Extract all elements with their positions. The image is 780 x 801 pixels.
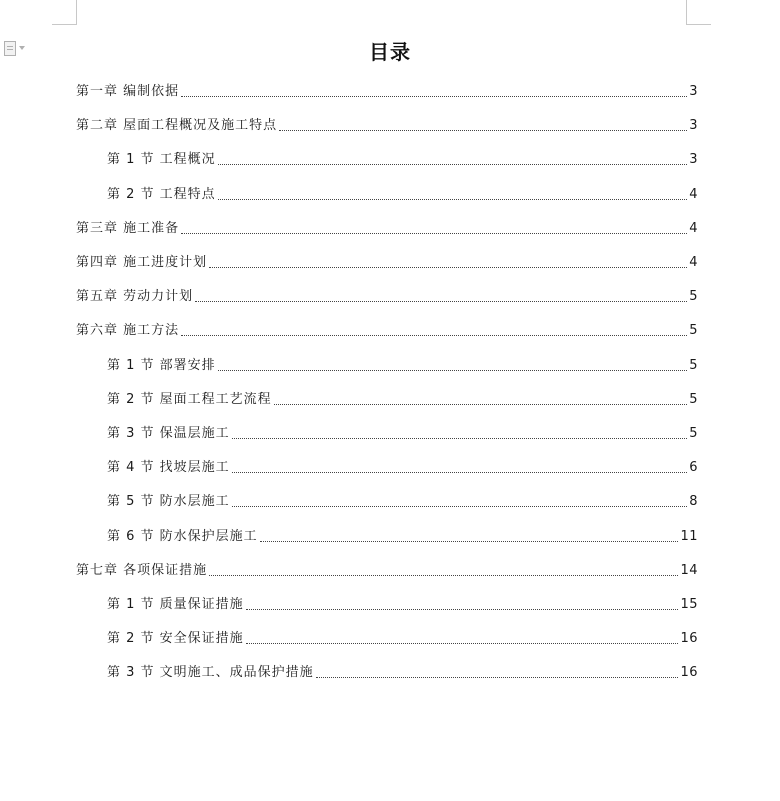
toc-entry-page: 16 [680,665,698,681]
toc-entry-label: 第 2 节 屋面工程工艺流程 [107,391,272,407]
toc-entry-label: 第 6 节 防水保护层施工 [107,528,258,544]
toc-leader-dots [218,369,688,371]
toc-entry-page: 5 [689,357,698,373]
toc-entry-page: 4 [689,255,698,270]
toc-entry[interactable] [76,217,698,237]
toc-entry[interactable] [76,251,698,271]
toc-leader-dots [218,163,688,165]
toc-entry-label: 第六章 施工方法 [76,323,180,339]
toc-leader-dots [232,505,688,507]
toc-leader-dots [274,403,688,405]
toc-entry-label: 第 3 节 保温层施工 [107,426,230,441]
toc-title: 目录 [369,40,411,64]
toc-entry-label: 第一章 编制依据 [76,84,180,99]
toc-entry[interactable] [107,148,698,168]
page-corner-mark-right [686,0,711,25]
toc-leader-dots [260,540,679,542]
toc-leader-dots [209,266,687,268]
toc-entry-label: 第 4 节 找坡层施工 [107,460,230,476]
toc-entry[interactable] [107,661,698,681]
toc-entry-page: 16 [680,631,698,647]
toc-entry[interactable] [76,114,698,134]
toc-entry[interactable] [107,456,698,476]
toc-entry-label: 第 5 节 防水层施工 [107,494,230,510]
toc-entry-label: 第三章 施工准备 [76,220,180,236]
toc-entry[interactable] [107,627,698,647]
toc-entry[interactable] [76,319,698,339]
toc-entry-page: 6 [689,460,698,476]
toc-entry-label: 第七章 各项保证措施 [76,562,208,578]
toc-entry-label: 第五章 劳动力计划 [76,289,194,305]
toc-entry-label: 第 2 节 工程特点 [107,186,216,202]
toc-leader-dots [181,95,687,97]
toc-entry[interactable] [107,388,698,408]
toc-entry-page: 14 [680,562,698,578]
toc-entry-page: 4 [689,186,698,202]
toc-leader-dots [181,232,687,234]
toc-entry[interactable] [107,525,698,545]
toc-leader-dots [246,608,679,610]
toc-entry-label: 第二章 屋面工程概况及施工特点 [76,118,278,134]
toc-entry-label: 第 3 节 文明施工、成品保护措施 [107,665,314,681]
toc-entry-label: 第 1 节 部署安排 [107,357,216,373]
toc-leader-dots [232,437,688,439]
toc-leader-dots [279,129,687,131]
toc-entry[interactable] [76,285,698,305]
toc-entry-page: 5 [689,289,698,305]
toc-entry-page: 8 [689,494,698,510]
toc-entry[interactable] [107,422,698,442]
toc-leader-dots [232,471,688,473]
toc-entry[interactable] [76,559,698,579]
toc-entry-label: 第 1 节 工程概况 [107,152,216,168]
toc-entry[interactable] [107,354,698,374]
toc-entry-page: 11 [680,528,698,544]
toc-leader-dots [209,574,678,576]
toc-leader-dots [246,642,679,644]
toc-entry[interactable] [107,490,698,510]
toc-entry-page: 3 [689,118,698,134]
toc-leader-dots [218,198,688,200]
toc-entry-page: 5 [689,323,698,339]
toc-entry-label: 第 2 节 安全保证措施 [107,631,244,647]
toc-entry-page: 5 [689,391,698,407]
toc-entry[interactable] [107,183,698,203]
toc-entry[interactable] [107,593,698,613]
toc-entry-page: 3 [689,152,698,168]
page-corner-mark-left [52,0,77,25]
toc-leader-dots [195,300,687,302]
toc-entry-label: 第四章 施工进度计划 [76,255,208,270]
toc-entry-page: 5 [689,426,698,441]
toc-leader-dots [316,676,679,678]
toc-entry[interactable] [76,80,698,100]
toc-entry-page: 4 [689,220,698,236]
toc-entry-label: 第 1 节 质量保证措施 [107,597,244,612]
toc-leader-dots [181,334,687,336]
toc-entry-page: 3 [689,84,698,99]
toc-entry-page: 15 [680,597,698,612]
